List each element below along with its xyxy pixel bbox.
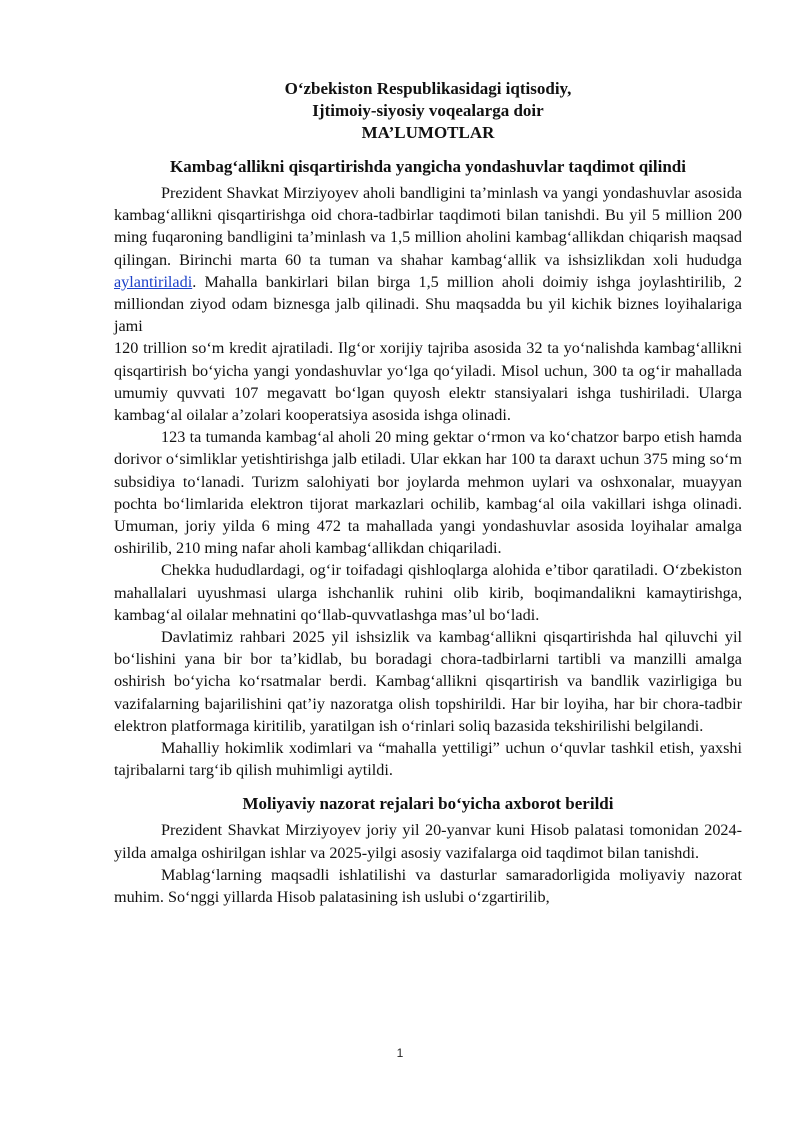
paragraph: 123 ta tumanda kambag‘al aholi 20 ming gektar o‘rmon va ko‘chatzor barpo etish hamda dorivor o‘simliklar yetishtirishga jalb etiladi. Ular ekkan har 100 ta daraxt uchun 375 ming so‘m subsidiya to‘lanadi. Turizm salohiyati bor joylarda mehmon uylari va oshxonalar, muayyan pochta bo‘limlarida elektron tijorat markazlari ochilib, kambag‘al oila vakillari ishga olinadi. Umuman, joriy yilda 6 ming 472 ta mahallada yangi yondashuvlar asosida loyihalar amalga oshirilib, 210 ming nafar aholi kambag‘allikdan chiqariladi. [114,428,742,558]
paragraph: Davlatimiz rahbari 2025 yil ishsizlik va kambag‘allikni qisqartirishda hal qiluvchi yil bo‘lishini yana bir bor ta’kidlab, bu boradagi chora-tadbirlarni tartibli va manzilli amalga oshirish bo‘yicha ko‘rsatmalar berdi. Kambag‘allikni qisqartirish va bandlik vazirligiga bu vazifalarning bajarilishini qat’iy nazoratga olish topshirildi. Har bir loyiha, har bir chora-tadbir elektron platformaga kiritilib, yaratilgan ish o‘rinlari soliq bazasida tekshirilishi belgilandi. [114,628,742,735]
paragraph: 120 trillion so‘m kredit ajratiladi. Ilg‘or xorijiy tajriba asosida 32 ta yo‘nalishda kambag‘allikni qisqartirish bo‘yicha yangi yondashuvlar yo‘lga qo‘yiladi. Misol uchun, 300 ta og‘ir mahallada umumiy quvvati 107 megavatt bo‘lgan quyosh elektr stansiyalari ishga tushiriladi. Ularga kambag‘al oilalar a’zolari kooperatsiya asosida ishga olinadi. [114,339,742,425]
inline-link[interactable]: aylantiriladi [114,272,193,291]
title-line-1: O‘zbekiston Respublikasidagi iqtisodiy, [284,79,572,98]
paragraph-text: . Mahalla bankirlari bilan birga 1,5 million aholi doimiy ishga joylashtirilib, 2 milliondan ziyod odam biznesga jalb qilinadi. Shu maqsadda bu yil kichik biznes loyihalariga jami [114,272,742,336]
paragraph: Mablag‘larning maqsadli ishlatilishi va dasturlar samaradorligida moliyaviy nazorat muhim. So‘nggi yillarda Hisob palatasining ish uslubi o‘zgartirilib, [114,865,742,907]
title-line-3: MA’LUMOTLAR [361,123,495,142]
document-page [114,78,742,908]
title-line-2: Ijtimoiy-siyosiy voqealarga doir [312,101,544,120]
document-title [114,78,742,144]
paragraph: Chekka hududlardagi, og‘ir toifadagi qishloqlarga alohida e’tibor qaratiladi. O‘zbekiston mahallalari uyushmasi ularga ishchanlik ruhini olib kirib, boqimandalikni kamaytirishga, kambag‘al oilalar mehnatini qo‘llab-quvvatlashga mas’ul bo‘ladi. [114,561,742,624]
paragraph [114,182,742,337]
paragraph-text: Prezident Shavkat Mirziyoyev aholi bandligini ta’minlash va yangi yondashuvlar asosida kambag‘allikni qisqartirishga oid chora-tadbirlar taqdimoti bilan tanishdi. Bu yil 5 million 200 ming fuqaroning bandligini ta’minlash va 1,5 million aholini kambag‘allikdan chiqarish maqsad qilingan. Birinchi marta 60 ta tuman va shahar kambag‘allik va ishsizlikdan xoli hududga [114,184,742,269]
section-heading-poverty: Kambag‘allikni qisqartirishda yangicha yondashuvlar taqdimot qilindi [170,157,686,176]
paragraph: Prezident Shavkat Mirziyoyev joriy yil 20-yanvar kuni Hisob palatasi tomonidan 2024-yilda amalga oshirilgan ishlar va 2025-yilgi asosiy vazifalarga oid taqdimot bilan tanishdi. [114,821,742,862]
section-heading-financial-control: Moliyaviy nazorat rejalari bo‘yicha axborot berildi [242,794,614,814]
page-number: 1 [396,1046,404,1060]
paragraph: Mahalliy hokimlik xodimlari va “mahalla yettiligi” uchun o‘quvlar tashkil etish, yaxshi tajribalarni targ‘ib qilish muhimligi aytildi. [114,739,742,780]
